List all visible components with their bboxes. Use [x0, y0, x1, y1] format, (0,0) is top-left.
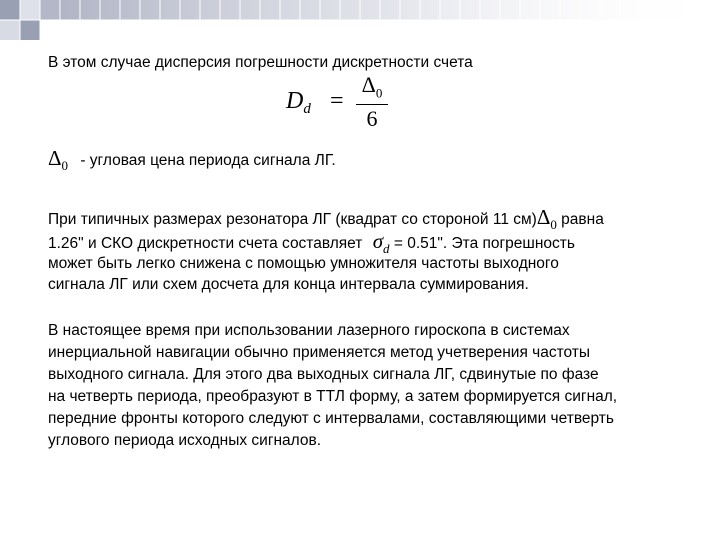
delta-zero-inline-symbol: $\Delta_0$ [536, 205, 557, 233]
fraction-bar [356, 104, 388, 105]
formula-numerator: $\Delta_0$ [361, 72, 383, 101]
formula-lhs: $D_d$ [286, 88, 311, 117]
para2-line3: выходного сигнала. Для этого два выходных сигнала ЛГ, сдвинутые по фазе [48, 366, 599, 383]
formula-equals: = [330, 88, 344, 114]
para2-line5: передние фронты которого следуют с интервалами, составляющими четверть [48, 410, 614, 427]
para2-line4: на четверть периода, преобразуют в ТТЛ форму, а затем формируется сигнал, [48, 388, 618, 405]
para1-line2-end: = 0.51". Эта погрешность [393, 235, 575, 252]
variance-formula [286, 74, 396, 134]
para1-line4: сигнала ЛГ или схем досчета для конца интервала суммирования. [48, 276, 529, 293]
sigma-d-symbol: $\sigma_d$ [372, 229, 390, 257]
para2-line6: углового периода исходных сигналов. [48, 432, 322, 449]
para1-line3: может быть легко снижена с помощью умножителя частоты выходного [48, 255, 559, 272]
para1-line2-text: 1.26" и СКО дискретности счета составляет [48, 235, 363, 252]
heading-text: В этом случае дисперсия погрешности дискретности счета [48, 54, 473, 71]
definition-text: - угловая цена периода сигнала ЛГ. [80, 152, 336, 169]
para1-line1-end: равна [561, 211, 604, 228]
delta-zero-symbol: $\Delta_0$ [48, 146, 69, 174]
para2-line2: инерциальной навигации обычно применяется метод учетверения частоты [48, 344, 591, 361]
definition-line [48, 147, 336, 177]
para2-line1: В настоящее время при использовании лазерного гироскопа в системах [48, 322, 570, 339]
formula-denominator: 6 [366, 106, 378, 131]
decorative-squares-header [0, 0, 720, 40]
para1-line1-text: При типичных размерах резонатора ЛГ (квадрат со стороной 11 см) [48, 211, 537, 228]
